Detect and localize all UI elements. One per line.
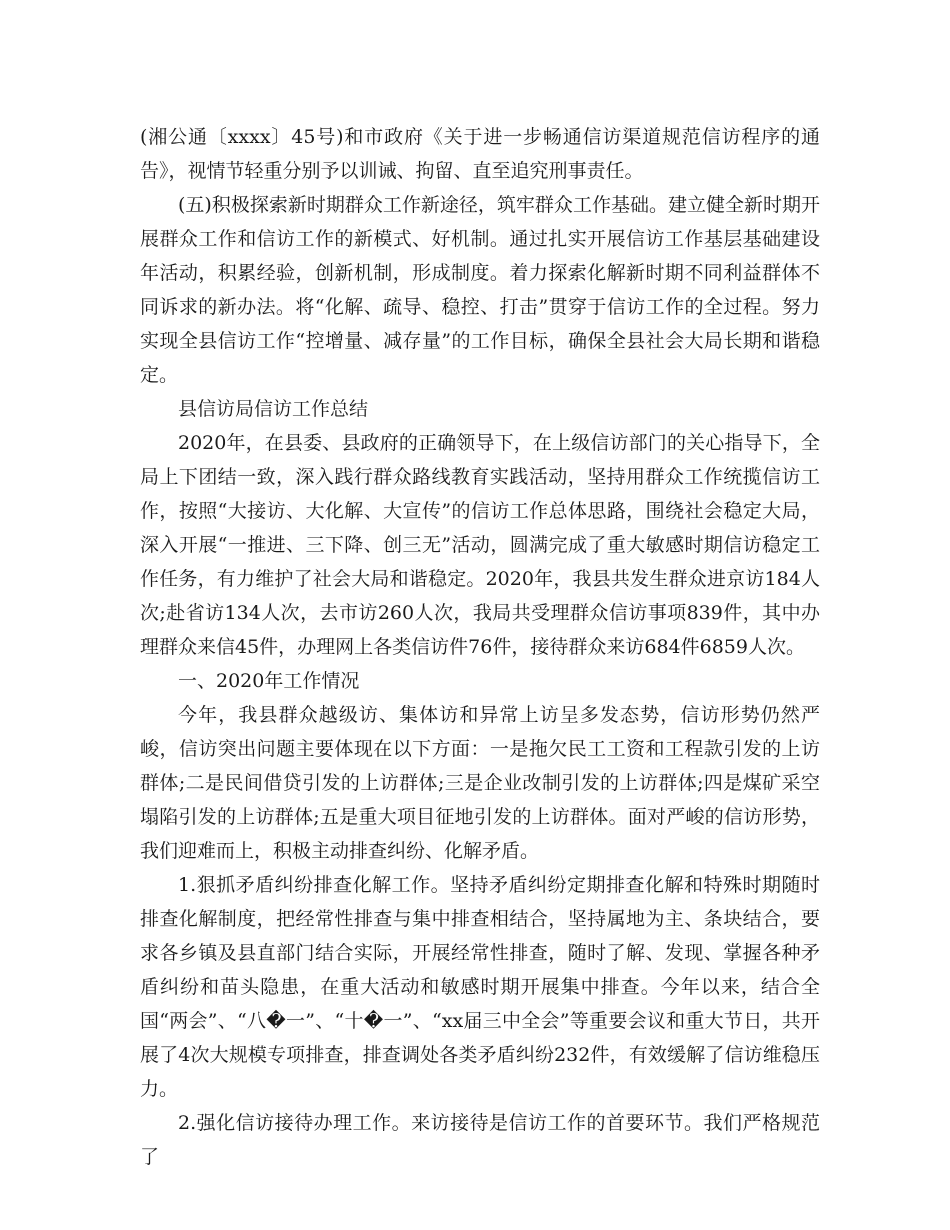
report-title: 县信访局信访工作总结 (178, 398, 369, 420)
paragraph-item-2: 2.强化信访接待办理工作。来访接待是信访工作的首要环节。我们严格规范了 (140, 1112, 820, 1168)
paragraph-section-five: (五)积极探索新时期群众工作新途径，筑牢群众工作基础。建立健全新时期开展群众工作和信访工作的新模式、好机制。通过扎实开展信访工作基层基础建设年活动，积累经验，创新机制，形成制度。着力探索化解新时期不同利益群体不同诉求的新办法。将“化解、疏导、稳控、打击”贯穿于信访工作的全过程。努力实现全县信访工作“控增量、减存量”的工作目标，确保全县社会大局长期和谐稳定。 (140, 194, 820, 386)
paragraph-summary-2020: 2020年，在县委、县政府的正确领导下，在上级信访部门的关心指导下，全局上下团结一致，深入践行群众路线教育实践活动，坚持用群众工作统揽信访工作，按照“大接访、大化解、大宣传”的信访工作总体思路，围绕社会稳定大局，深入开展“一推进、三下降、创三无”活动，圆满完成了重大敏感时期信访稳定工作任务，有力维护了社会大局和谐稳定。2020年，我县共发生群众进京访184人次;赴省访134人次，去市访260人次，我局共受理群众信访事项839件，其中办理群众来信45件，办理网上各类信访件76件，接待群众来访684件6859人次。 (140, 432, 820, 658)
paragraph-item-1: 1.狠抓矛盾纠纷排查化解工作。坚持矛盾纠纷定期排查化解和特殊时期随时排查化解制度，把经常性排查与集中排查相结合，坚持属地为主、条块结合，要求各乡镇及县直部门结合实际，开展经常性排查，随时了解、发现、掌握各种矛盾纠纷和苗头隐患，在重大活动和敏感时期开展集中排查。今年以来，结合全国“两会”、“八�一”、“十�一”、“xx届三中全会”等重要会议和重大节日，共开展了4次大规模专项排查，排查调处各类矛盾纠纷232件，有效缓解了信访维稳压力。 (140, 874, 820, 1100)
paragraph-situation: 今年，我县群众越级访、集体访和异常上访呈多发态势，信访形势仍然严峻，信访突出问题主要体现在以下方面：一是拖欠民工工资和工程款引发的上访群体;二是民间借贷引发的上访群体;三是企业改制引发的上访群体;四是煤矿采空塌陷引发的上访群体;五是重大项目征地引发的上访群体。面对严峻的信访形势，我们迎难而上，积极主动排查纠纷、化解矛盾。 (140, 704, 820, 862)
section-heading-work-situation: 一、2020年工作情况 (178, 670, 360, 692)
document-body (140, 120, 820, 1174)
paragraph-continuation: (湘公通〔xxxx〕45号)和市政府《关于进一步畅通信访渠道规范信访程序的通告》，视情节轻重分别予以训诫、拘留、直至追究刑事责任。 (140, 126, 820, 182)
